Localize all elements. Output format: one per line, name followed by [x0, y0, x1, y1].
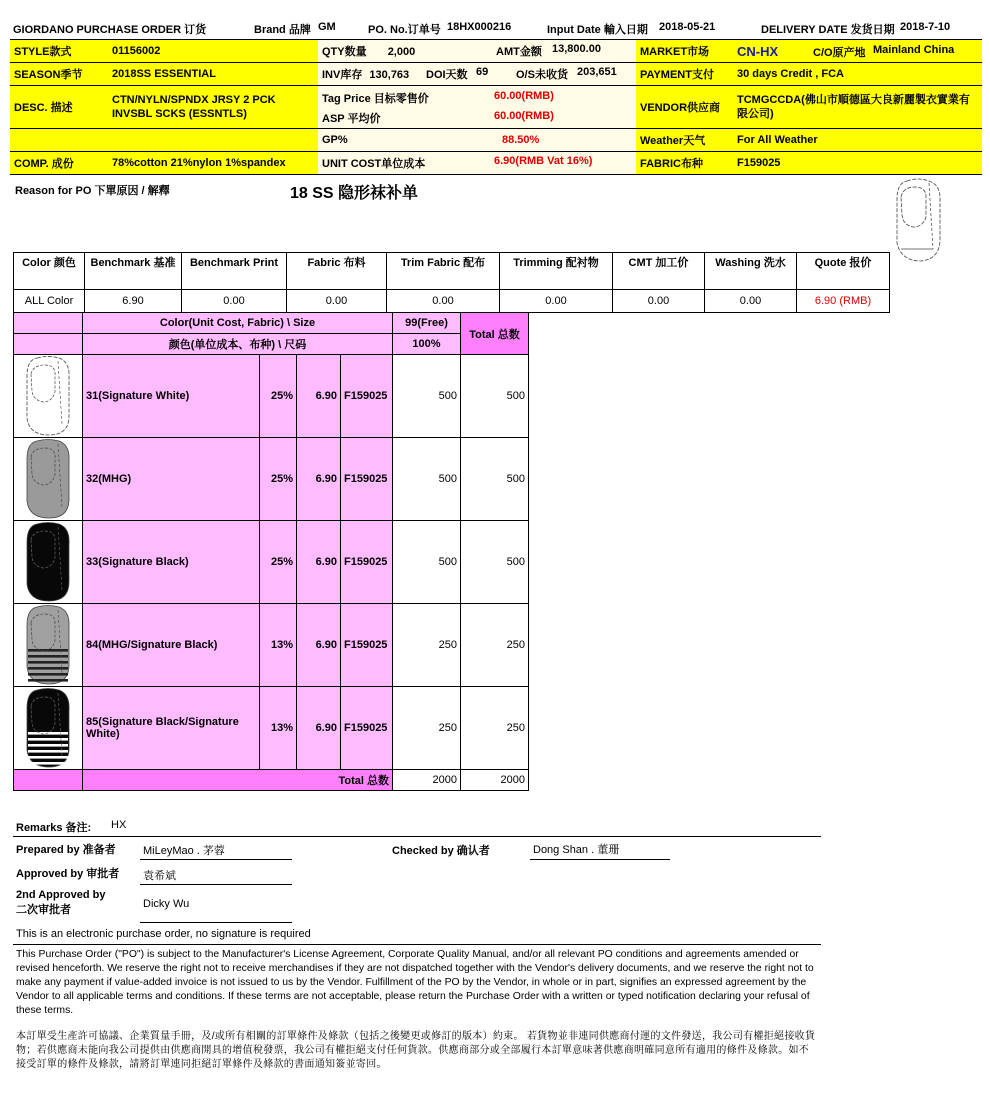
swatch-cell [14, 687, 83, 770]
tag-price-label: Tag Price 目标零售价 [322, 93, 429, 105]
brand-label: Brand 品牌 [254, 24, 311, 36]
cost-benchmark-print: 0.00 [182, 290, 287, 313]
color-total: 250 [461, 687, 529, 770]
col-benchmark: Benchmark 基准 [85, 253, 182, 290]
color-total: 500 [461, 521, 529, 604]
color-fabric: F159025 [341, 604, 393, 687]
season-label: SEASON季节 [10, 63, 108, 86]
color-row [14, 604, 529, 687]
comp-label: COMP. 成份 [10, 152, 108, 175]
swatch-cell [14, 355, 83, 438]
reason-label: Reason for PO 下單原因 / 解釋 [15, 185, 170, 197]
color-unit-cost: 6.90 [297, 438, 341, 521]
cost-cmt: 0.00 [613, 290, 705, 313]
input-date-value: 2018-05-21 [659, 21, 716, 33]
color-fabric: F159025 [341, 521, 393, 604]
hdr-total: Total 总数 [461, 313, 529, 355]
style-value: 01156002 [108, 40, 318, 63]
col-color: Color 颜色 [14, 253, 85, 290]
brand-value: GM [318, 21, 336, 33]
hdr-size: 99(Free) [393, 313, 461, 334]
po-info-grid [10, 39, 982, 175]
color-row [14, 438, 529, 521]
fabric-value: F159025 [733, 152, 982, 175]
style-label: STYLE款式 [10, 40, 108, 63]
approved-label: Approved by 审批者 [16, 868, 120, 880]
market-label: MARKET市场 [636, 40, 733, 63]
vendor-label: VENDOR供应商 [636, 86, 733, 129]
color-name: 85(Signature Black/Signature White) [83, 687, 260, 770]
blank-value [108, 129, 318, 152]
color-total: 500 [461, 438, 529, 521]
swatch-cell [14, 604, 83, 687]
vendor-value: TCMGCCDA(佛山市順德區大良新麗製衣實業有限公司) [733, 86, 982, 129]
prepared-label: Prepared by 准备者 [16, 844, 116, 856]
delivery-date-label: DELIVERY DATE 发货日期 [761, 24, 895, 36]
hdr-image-blank-2 [14, 334, 83, 355]
col-fabric: Fabric 布料 [287, 253, 387, 290]
cost-fabric: 0.00 [287, 290, 387, 313]
color-unit-cost: 6.90 [297, 687, 341, 770]
sock-swatch-icon [25, 439, 71, 519]
po-number-value: 18HX000216 [447, 21, 512, 33]
inv-cell [318, 63, 636, 86]
hdr-color-en: Color(Unit Cost, Fabric) \ Size [83, 313, 393, 334]
hdr-size-pct: 100% [393, 334, 461, 355]
cost-trimming: 0.00 [500, 290, 613, 313]
co-label: C/O原产地 [813, 46, 866, 59]
cost-trim-fabric: 0.00 [387, 290, 500, 313]
blank-label [10, 129, 108, 152]
total-label: Total 总数 [83, 770, 393, 791]
co-value: Mainland China [873, 43, 955, 56]
cost-washing: 0.00 [705, 290, 797, 313]
color-unit-cost: 6.90 [297, 521, 341, 604]
fabric-label: FABRIC布种 [636, 152, 733, 175]
legal-text-en: This Purchase Order ("PO") is subject to the Manufacturer's License Agreement, Corporate Quality Manual, and/or all relevant PO conditions and agreements amended or revised henceforth. We reserve the right not to receive merchandises if they are not dispatched together with the Vendor's delivery documents, and we reserve the right not to make any payment if value-added invoice is not issued to us by the Vendor. Fulfillment of the PO by the Vendor, in whole or in part, signifies an expressed agreement by the Vendor to all applicable terms and conditions. If these terms are not acceptable, please return the Purchase Order with a written or typed notification declaring your refusal of these terms. [16, 949, 814, 1016]
amt-label: AMT金额 [496, 46, 542, 58]
approved2-label-cn: 二次审批者 [16, 904, 71, 916]
remarks-label: Remarks 备注: [16, 822, 92, 834]
checked-label: Checked by 确认者 [392, 845, 490, 857]
asp-label: ASP 平均价 [322, 113, 381, 125]
sock-swatch-icon [25, 605, 71, 685]
remarks-value: HX [111, 819, 127, 831]
size-quantity-table [13, 312, 529, 791]
unit-cost-label: UNIT COST单位成本 [322, 158, 426, 170]
qty-value: 2,000 [387, 46, 416, 58]
sock-swatch-icon [25, 356, 71, 436]
color-qty: 500 [393, 438, 461, 521]
payment-label: PAYMENT支付 [636, 63, 733, 86]
color-pct: 25% [260, 355, 297, 438]
swatch-cell [14, 521, 83, 604]
sock-sketch-image [893, 177, 943, 263]
total-total: 2000 [461, 770, 529, 791]
approved-signature-line [140, 884, 292, 885]
checked-signature-line [530, 859, 670, 860]
col-washing: Washing 洗水 [705, 253, 797, 290]
cost-quote: 6.90 (RMB) [797, 290, 890, 313]
col-cmt: CMT 加工价 [613, 253, 705, 290]
asp-value: 60.00(RMB) [494, 110, 554, 122]
color-pct: 25% [260, 438, 297, 521]
prepared-value: MiLeyMao . 茅蓉 [143, 845, 225, 857]
cost-benchmark: 6.90 [85, 290, 182, 313]
color-row [14, 687, 529, 770]
col-benchmark-print: Benchmark Print [182, 253, 287, 290]
po-number-label: PO. No.订单号 [368, 24, 441, 36]
unit-cost-value: 6.90(RMB Vat 16%) [494, 155, 593, 167]
color-row [14, 355, 529, 438]
prepared-signature-line [140, 859, 292, 860]
cost-color: ALL Color [14, 290, 85, 313]
color-row [14, 521, 529, 604]
qty-label: QTY数量 [322, 46, 367, 58]
color-fabric: F159025 [341, 438, 393, 521]
color-fabric: F159025 [341, 687, 393, 770]
total-qty: 2000 [393, 770, 461, 791]
color-pct: 13% [260, 604, 297, 687]
inv-value: 130,763 [369, 69, 410, 81]
hdr-color-cn: 颜色(单位成本、布种) \ 尺码 [83, 334, 393, 355]
col-trim-fabric: Trim Fabric 配布 [387, 253, 500, 290]
color-name: 32(MHG) [83, 438, 260, 521]
checked-value: Dong Shan . 董珊 [533, 844, 620, 856]
approved2-signature-line [140, 922, 292, 923]
desc-label: DESC. 描述 [10, 86, 108, 129]
desc-value: CTN/NYLN/SPNDX JRSY 2 PCK INVSBL SCKS (ESSNTLS) [108, 86, 318, 129]
color-pct: 13% [260, 687, 297, 770]
color-unit-cost: 6.90 [297, 355, 341, 438]
hdr-image-blank [14, 313, 83, 334]
approved2-label-en: 2nd Approved by [16, 889, 106, 901]
amt-value: 13,800.00 [552, 43, 601, 55]
col-quote: Quote 报价 [797, 253, 890, 290]
doi-label: DOI天数 [426, 69, 468, 81]
qty-amt-cell [318, 40, 636, 63]
gp-value: 88.50% [502, 134, 540, 146]
color-fabric: F159025 [341, 355, 393, 438]
color-name: 31(Signature White) [83, 355, 260, 438]
cost-breakdown-table [13, 252, 890, 313]
price-cell [318, 86, 636, 129]
divider-2 [13, 944, 821, 945]
market-value: CN-HX [737, 43, 779, 59]
approved2-value: Dicky Wu [143, 898, 190, 910]
reason-value: 18 SS 隐形袜补单 [290, 185, 419, 202]
sock-swatch-icon [25, 688, 71, 768]
payment-value: 30 days Credit , FCA [733, 63, 982, 86]
sock-swatch-icon [25, 522, 71, 602]
color-unit-cost: 6.90 [297, 604, 341, 687]
inv-label: INV库存 [322, 69, 363, 81]
legal-text-cn: 本訂單受生產許可協議、企業質量手冊，及/或所有相關的訂單條件及條款（包括之後變更或修訂的版本）約束。 若貨物並非連同供應商付運的文件發送，我公司有權拒絕接收貨物；若供應商未能向我公司提供由供應商開具的增值稅發票，我公司有權拒絕支付任何貨款。供應商部分或全部履行本訂單意味著供應商明確同意所有適用的條件及條款。如不接受訂單的條件及條款，請將訂單連同拒絕訂單條件及條款的書面通知簽並寄回。 [16, 1031, 816, 1070]
input-date-label: Input Date 輸入日期 [547, 24, 648, 36]
color-total: 500 [461, 355, 529, 438]
color-qty: 500 [393, 521, 461, 604]
os-value: 203,651 [577, 66, 617, 78]
doi-value: 69 [476, 66, 489, 78]
unit-cost-cell [318, 152, 636, 175]
market-cell [733, 40, 982, 63]
weather-label: Weather天气 [636, 129, 733, 152]
color-qty: 250 [393, 604, 461, 687]
col-trimming: Trimming 配衬物 [500, 253, 613, 290]
gp-cell [318, 129, 636, 152]
approved-value: 袁希斌 [143, 870, 176, 882]
color-pct: 25% [260, 521, 297, 604]
color-qty: 500 [393, 355, 461, 438]
delivery-date-value: 2018-7-10 [900, 21, 951, 33]
po-title: GIORDANO PURCHASE ORDER 订货 [13, 24, 207, 36]
divider [13, 836, 821, 837]
swatch-cell [14, 438, 83, 521]
electronic-note: This is an electronic purchase order, no signature is required [16, 928, 311, 940]
color-name: 33(Signature Black) [83, 521, 260, 604]
os-label: O/S未收货 [516, 69, 568, 81]
color-qty: 250 [393, 687, 461, 770]
gp-label: GP% [322, 134, 348, 146]
color-name: 84(MHG/Signature Black) [83, 604, 260, 687]
comp-value: 78%cotton 21%nylon 1%spandex [108, 152, 318, 175]
total-blank [14, 770, 83, 791]
weather-value: For All Weather [733, 129, 982, 152]
tag-price-value: 60.00(RMB) [494, 90, 554, 102]
season-value: 2018SS ESSENTIAL [108, 63, 318, 86]
color-total: 250 [461, 604, 529, 687]
